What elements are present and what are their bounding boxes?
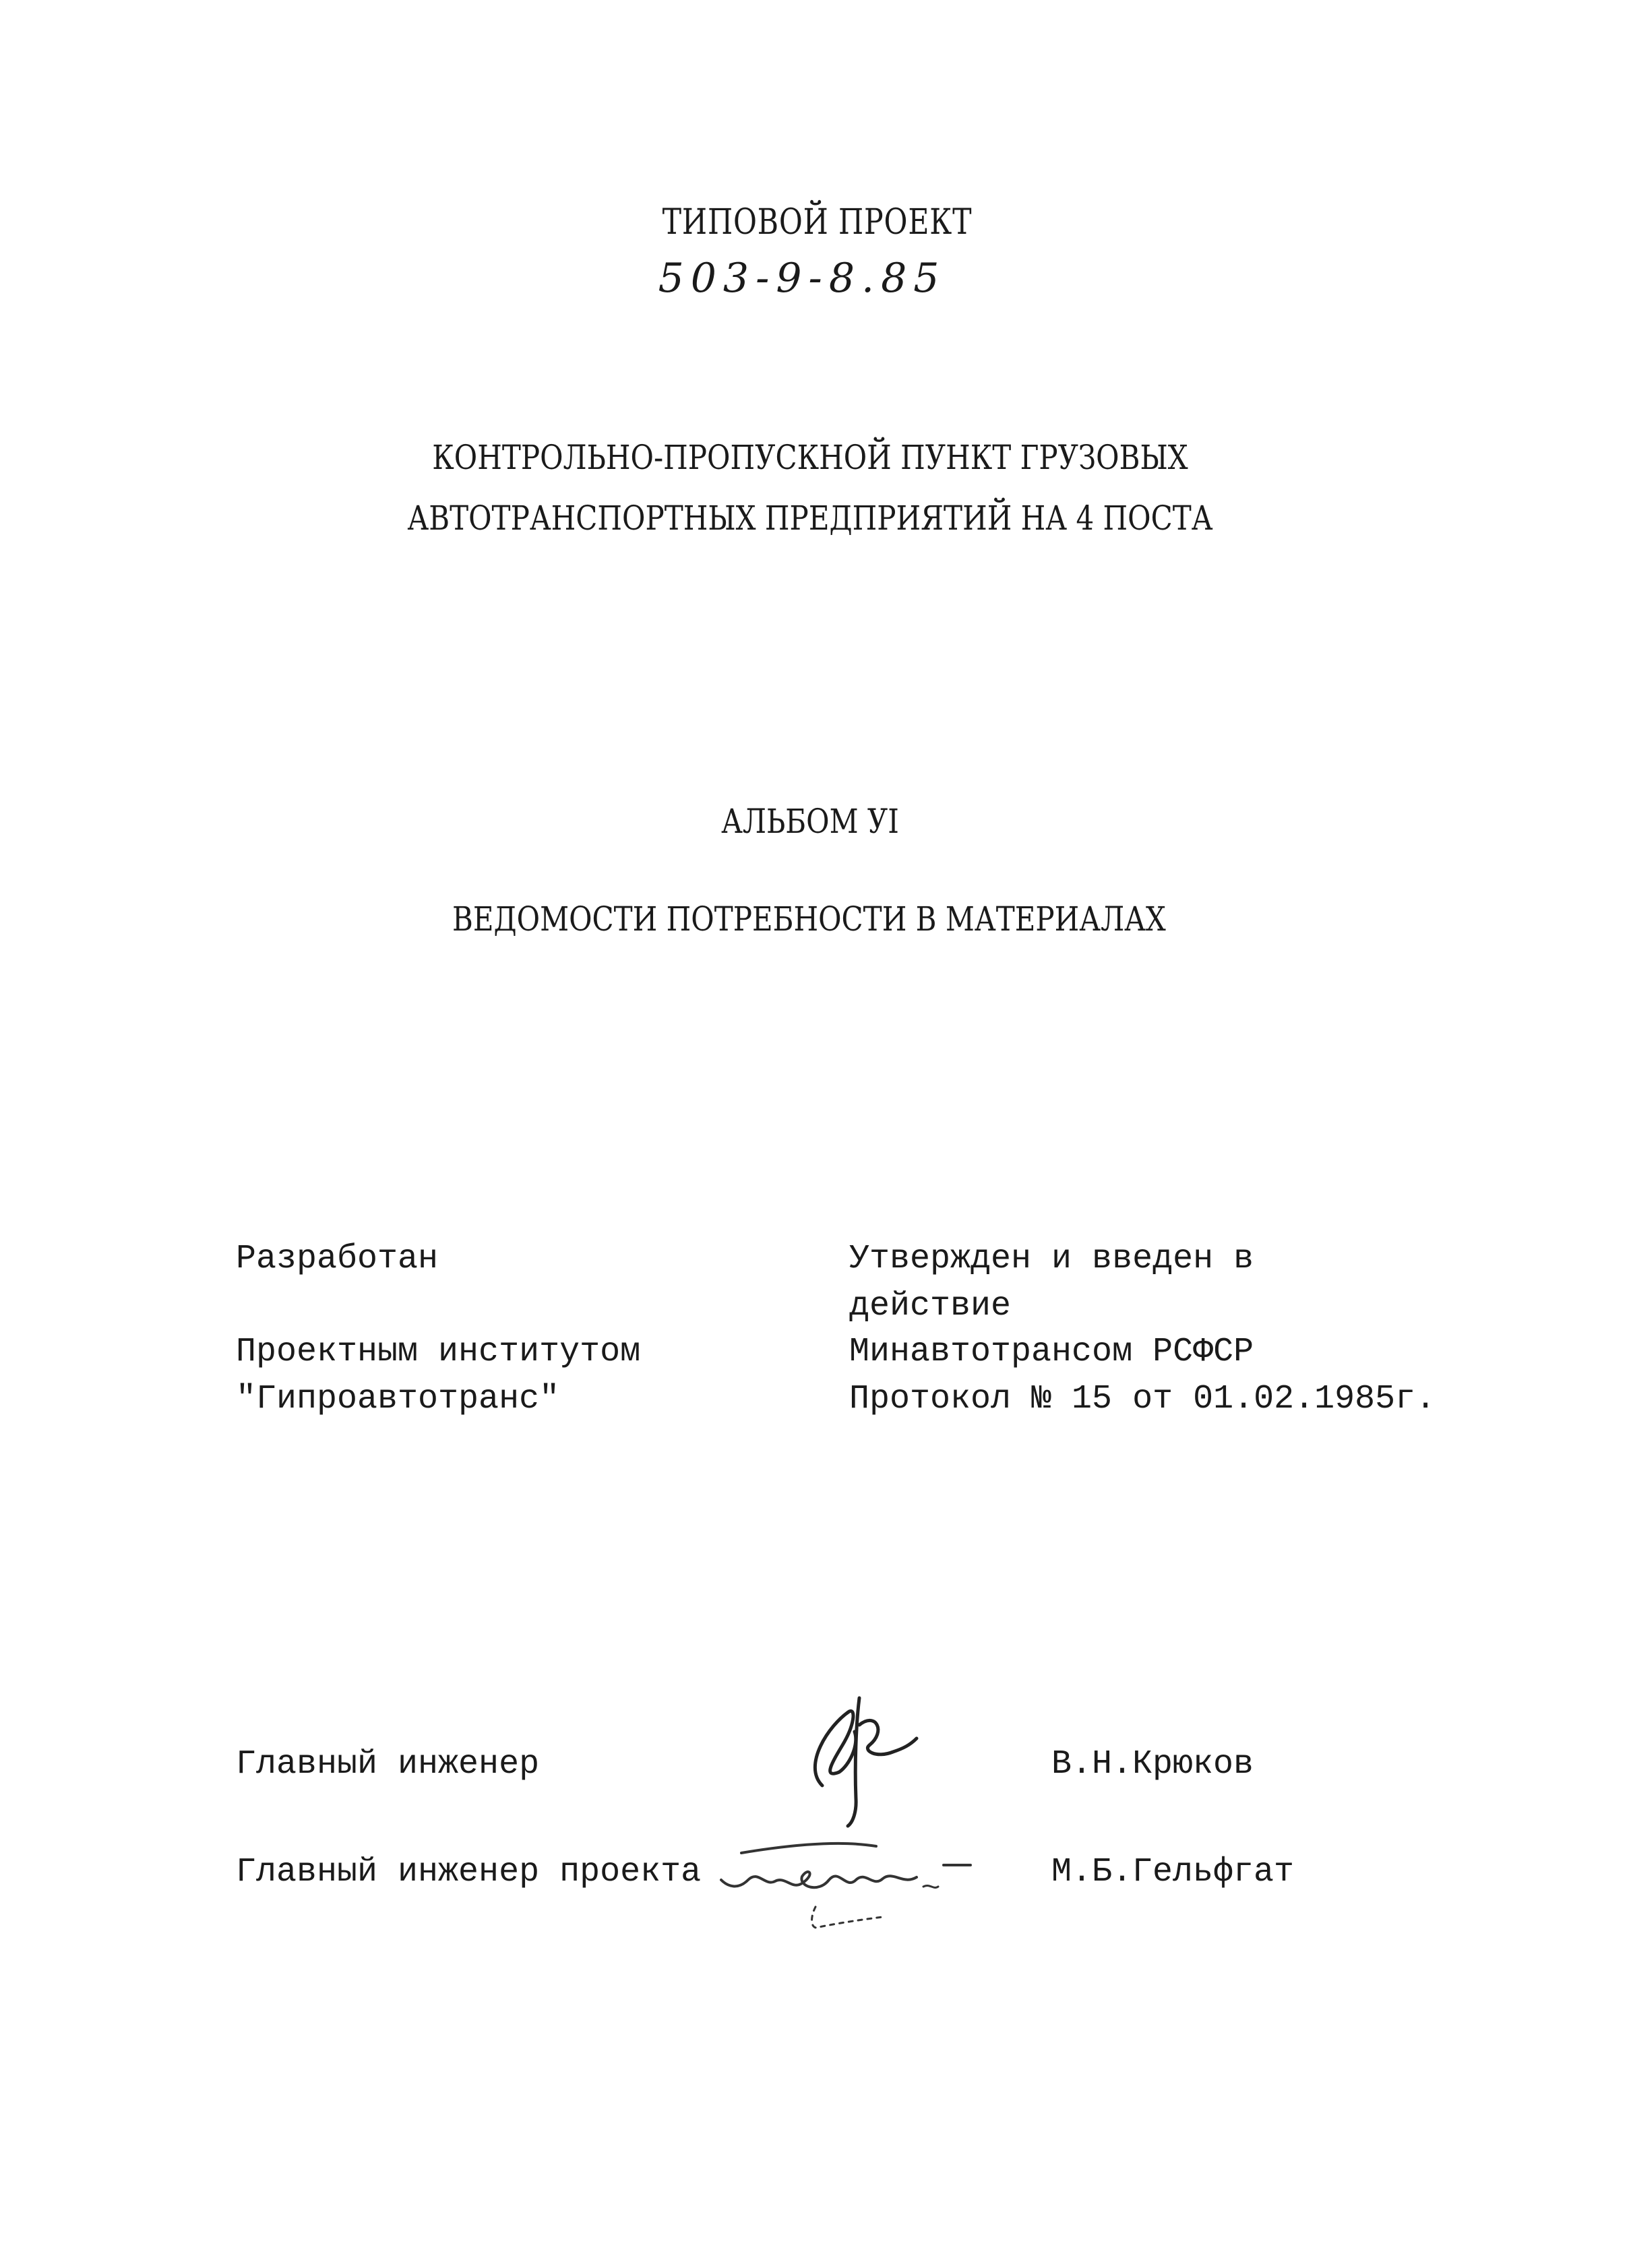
signatory-name-chief-project-engineer: М.Б.Гельфгат	[1051, 1853, 1295, 1891]
signatory-role-chief-engineer: Главный инженер	[236, 1745, 540, 1784]
signature-chief-project-engineer	[701, 1826, 984, 1961]
approval-line-2: действие	[849, 1287, 1012, 1325]
approval-line-1: Утвержден и введен в	[849, 1240, 1254, 1278]
album-label: АЛЬБОМ УI	[721, 802, 899, 841]
document-type: ТИПОВОЙ ПРОЕКТ	[662, 202, 973, 243]
signatory-role-chief-project-engineer: Главный инженер проекта	[236, 1853, 702, 1891]
project-number: 503-9-8.85	[658, 255, 946, 302]
album-subtitle: ВЕДОМОСТИ ПОТРЕБНОСТИ В МАТЕРИАЛАХ	[452, 900, 1166, 939]
developed-label: Разработан	[236, 1240, 439, 1278]
developer-institute-line-1: Проектным институтом	[236, 1333, 641, 1371]
signature-chief-engineer	[775, 1684, 937, 1839]
developer-institute-line-2: "Гипроавтотранс"	[236, 1380, 560, 1418]
signatory-name-chief-engineer: В.Н.Крюков	[1051, 1745, 1254, 1784]
project-title-line-2: АВТОТРАНСПОРТНЫХ ПРЕДПРИЯТИЙ НА 4 ПОСТА	[407, 499, 1213, 538]
project-title-line-1: КОНТРОЛЬНО-ПРОПУСКНОЙ ПУНКТ ГРУЗОВЫХ	[432, 438, 1188, 477]
approval-protocol: Протокол № 15 от 01.02.1985г.	[849, 1380, 1436, 1418]
approval-line-3: Минавтотрансом РСФСР	[849, 1333, 1254, 1371]
